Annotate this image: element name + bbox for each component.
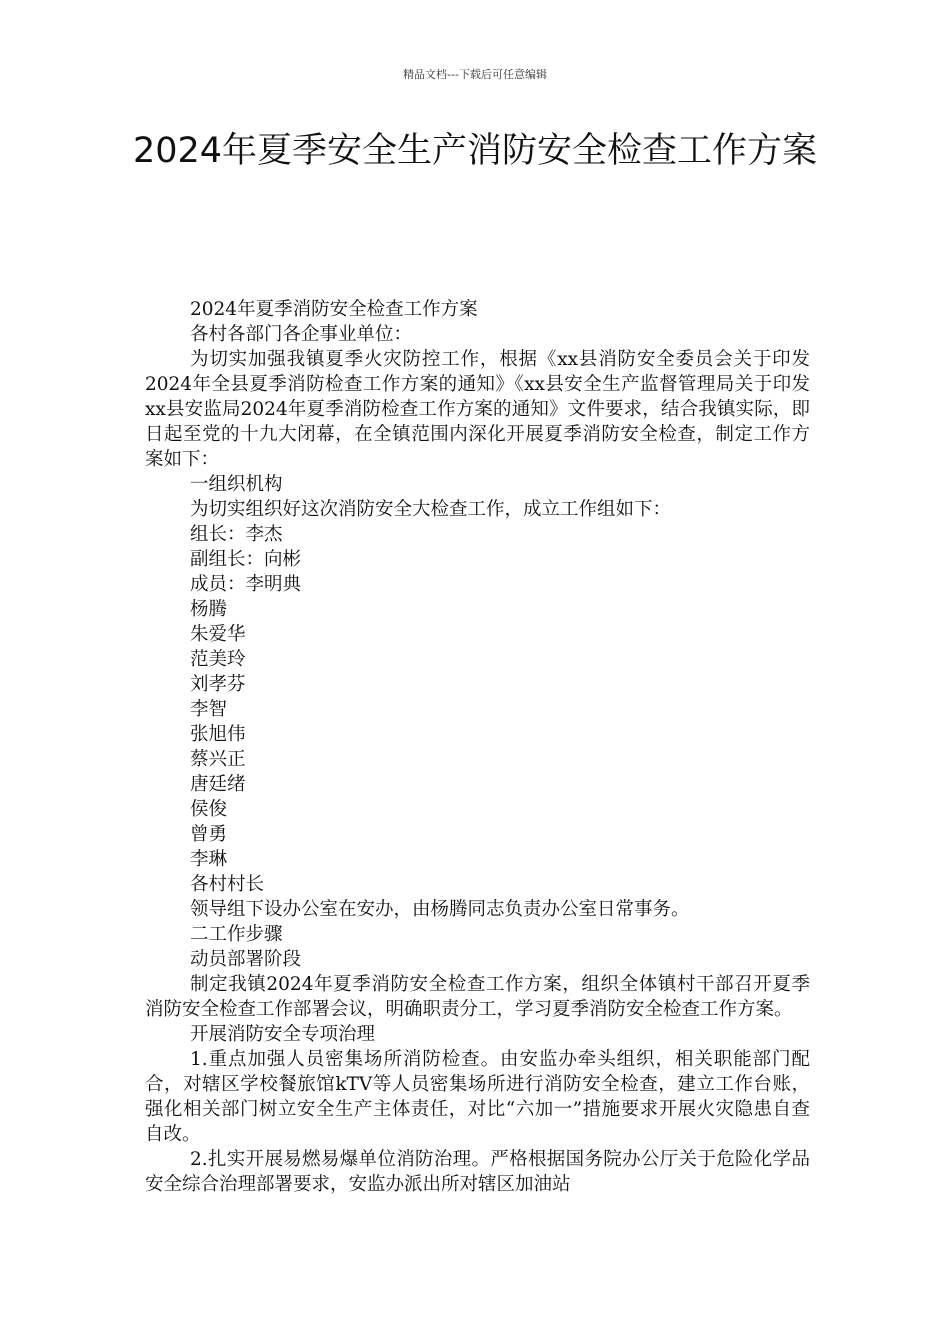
paragraph: 制定我镇2024年夏季消防安全检查工作方案，组织全体镇村干部召开夏季消防安全检查工作部署会议，明确职责分工，学习夏季消防安全检查工作方案。 [145,974,810,1020]
paragraph: 刘孝芬 [190,674,246,695]
paragraph: 1.重点加强人员密集场所消防检查。由安监办牵头组织，相关职能部门配合，对辖区学校餐旅馆kTV等人员密集场所进行消防安全检查，建立工作台账，强化相关部门树立安全生产主体责任，对比“六加一”措施要求开展火灾隐患自查自改。 [145,1049,810,1145]
paragraph: 李智 [190,699,228,720]
paragraph: 范美玲 [190,649,246,670]
paragraph: 二工作步骤 [190,924,283,945]
paragraph: 组长：李杰 [190,524,283,545]
paragraph: 各村村长 [190,874,265,895]
paragraph: 一组织机构 [190,474,283,495]
paragraph: 侯俊 [190,799,228,820]
paragraph: 唐廷绪 [190,774,246,795]
paragraph: 杨腾 [190,599,228,620]
paragraph: 副组长：向彬 [190,549,302,570]
paragraph: 蔡兴正 [190,749,246,770]
paragraph: 为切实组织好这次消防安全大检查工作，成立工作组如下： [190,499,672,520]
paragraph: 动员部署阶段 [190,949,302,970]
paragraph: 开展消防安全专项治理 [190,1024,376,1045]
paragraph: 2024年夏季消防安全检查工作方案 [190,299,478,320]
header-note: 精品文档---下载后可任意编辑 [403,68,547,81]
paragraph: 成员：李明典 [190,574,302,595]
paragraph: 为切实加强我镇夏季火灾防控工作，根据《xx县消防安全委员会关于印发2024年全县夏季消防检查工作方案的通知》《xx县安全生产监督管理局关于印发xx县安监局2024年夏季消防检查工作方案的通知》文件要求，结合我镇实际，即日起至党的十九大闭幕，在全镇范围内深化开展夏季消防安全检查，制定工作方案如下： [145,349,810,470]
document-title: 2024年夏季安全生产消防安全检查工作方案 [132,131,818,171]
paragraph: 领导组下设办公室在安办，由杨腾同志负责办公室日常事务。 [190,899,690,920]
paragraph: 朱爱华 [190,624,246,645]
paragraph: 各村各部门各企事业单位： [190,324,413,345]
paragraph: 曾勇 [190,824,228,845]
document-body [145,297,810,1197]
paragraph: 李琳 [190,849,228,870]
paragraph: 2.扎实开展易燃易爆单位消防治理。严格根据国务院办公厅关于危险化学品安全综合治理部署要求，安监办派出所对辖区加油站 [145,1149,810,1195]
paragraph: 张旭伟 [190,724,246,745]
